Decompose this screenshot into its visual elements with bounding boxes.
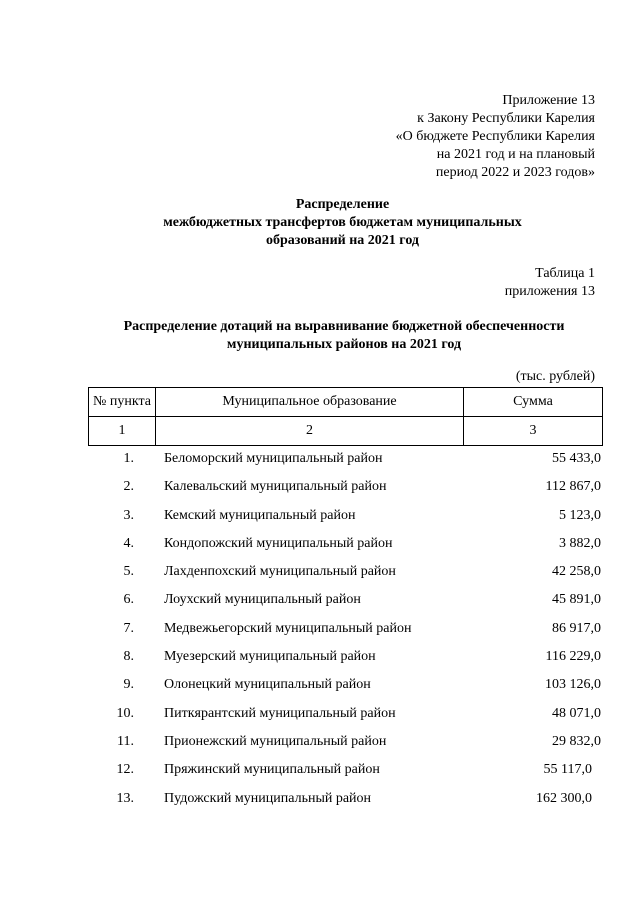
table-row (88, 757, 601, 785)
row-number: 1. (123, 451, 134, 466)
table-row (88, 729, 601, 757)
table-row (88, 559, 601, 587)
table-row (88, 587, 601, 615)
table-reference (505, 265, 595, 301)
row-amount: 162 300,0 (536, 790, 592, 806)
row-number: 6. (123, 592, 134, 608)
table-title (0, 318, 640, 354)
row-name: Пряжинский муниципальный район (164, 762, 380, 778)
table-ref-line: Таблица 1 (535, 266, 595, 281)
row-name: Кондопожский муниципальный район (164, 535, 393, 551)
row-name: Медвежьегорский муниципальный район (164, 620, 412, 636)
appendix-line: на 2021 год и на плановый (436, 147, 595, 162)
row-amount: 5 123,0 (559, 507, 601, 523)
subtitle-line: Распределение дотаций на выравнивание бюджетной обеспеченности (123, 319, 565, 334)
appendix-line: период 2022 и 2023 годов» (435, 165, 595, 180)
row-name: Кемский муниципальный район (164, 507, 356, 523)
row-name: Калевальский муниципальный район (164, 479, 387, 495)
row-number: 4. (123, 535, 134, 551)
subtitle-line: муниципальных районов на 2021 год (226, 337, 462, 352)
table-row (88, 531, 601, 559)
row-amount: 103 126,0 (545, 677, 601, 693)
row-name: Муезерский муниципальный район (164, 649, 376, 665)
row-amount: 45 891,0 (552, 592, 601, 608)
row-amount: 86 917,0 (552, 620, 601, 636)
row-amount: 55 433,0 (552, 451, 601, 466)
header-cell-number: № пункта (89, 388, 156, 417)
title-line: Распределение (295, 197, 390, 212)
table-header (88, 387, 603, 446)
appendix-header (396, 92, 595, 182)
row-name: Пудожский муниципальный район (164, 790, 372, 806)
row-number: 8. (123, 649, 134, 665)
table-row (88, 701, 601, 729)
table-row (88, 474, 601, 502)
row-amount: 48 071,0 (552, 705, 601, 721)
row-number: 10. (116, 705, 134, 721)
appendix-line: «О бюджете Республики Карелия (395, 129, 595, 144)
table-body (88, 446, 601, 814)
table-row (88, 616, 601, 644)
header-row (89, 388, 603, 417)
table-row (88, 503, 601, 531)
row-number: 7. (123, 620, 134, 636)
header-cell-name: Муниципальное образование (156, 388, 464, 417)
row-amount: 29 832,0 (552, 733, 601, 749)
column-number-cell: 2 (156, 417, 464, 446)
row-name: Лахденпохский муниципальный район (164, 564, 396, 580)
document-title (0, 196, 640, 250)
row-name: Лоухский муниципальный район (164, 592, 361, 608)
row-name: Олонецкий муниципальный район (164, 677, 371, 693)
appendix-line: к Закону Республики Карелия (417, 111, 595, 126)
row-number: 2. (123, 479, 134, 495)
title-line: образований на 2021 год (266, 233, 419, 248)
row-amount: 3 882,0 (559, 535, 601, 551)
row-number: 3. (123, 507, 134, 523)
table-row (88, 644, 601, 672)
row-amount: 42 258,0 (552, 564, 601, 580)
row-number: 9. (123, 677, 134, 693)
row-name: Питкярантский муниципальный район (164, 705, 396, 721)
column-number-cell: 1 (89, 417, 156, 446)
row-name: Прионежский муниципальный район (164, 733, 387, 749)
units-label: (тыс. рублей) (515, 369, 595, 384)
table-ref-line: приложения 13 (504, 284, 595, 299)
table-row (88, 786, 601, 814)
row-amount: 55 117,0 (543, 762, 592, 778)
row-number: 13. (116, 790, 134, 806)
table-row (88, 446, 601, 474)
row-number: 5. (123, 564, 134, 580)
row-name: Беломорский муниципальный район (164, 451, 383, 466)
column-number-row (89, 417, 603, 446)
header-cell-amount: Сумма (464, 388, 603, 417)
row-number: 12. (116, 762, 134, 778)
column-number-cell: 3 (464, 417, 603, 446)
row-amount: 112 867,0 (545, 479, 601, 495)
row-amount: 116 229,0 (545, 649, 601, 665)
title-line: межбюджетных трансфертов бюджетам муниципальных (163, 215, 522, 230)
table-row (88, 672, 601, 700)
row-number: 11. (117, 733, 134, 749)
appendix-line: Приложение 13 (502, 93, 595, 108)
